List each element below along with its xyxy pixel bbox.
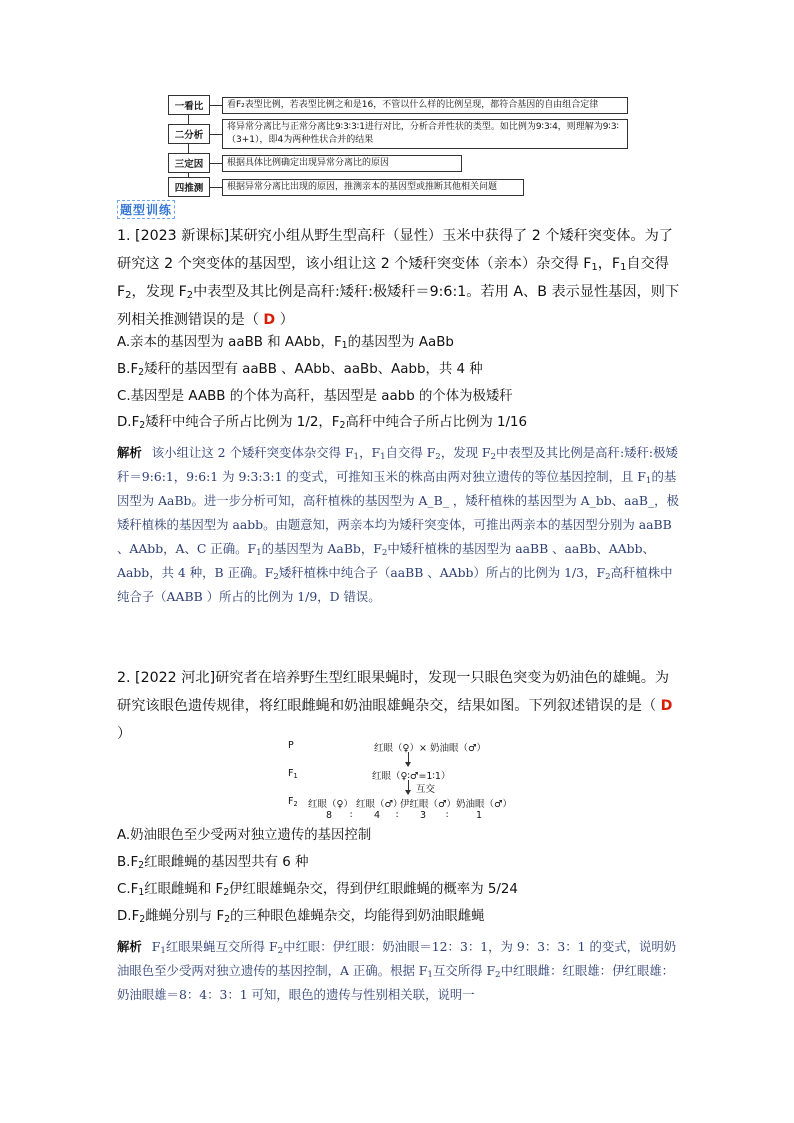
- cross-f2-item: 红眼（♀）: [308, 799, 353, 810]
- ratio-value: 3: [420, 810, 427, 821]
- step-2: [168, 119, 628, 149]
- method-steps: [168, 95, 628, 201]
- question-2-stem: 2. [2022 河北]研究者在培养野生型红眼果蝇时，发现一只眼色突变为奶油色的雄蝇。为研究该眼色遗传规律，将红眼雌蝇和奶油眼雄蝇杂交，结果如图。下列叙述错误的是（ D ）: [117, 670, 673, 742]
- ratio-value: 4: [374, 810, 381, 821]
- cross-f1-label: $F_1$: [288, 768, 298, 780]
- cross-f2-label: $F_2$: [288, 796, 298, 808]
- step-text: 看F₂表型比例，若表型比例之和是16，不管以什么样的比例呈现，都符合基因的自由组合定律: [222, 97, 628, 114]
- q1-explanation: 解析 该小组让这 2 个矮秆突变体杂交得 $F_1$，$F_1$自交得 $F_2$，发现 $F_2$中表型及其比例是高秆:矮秆:极矮秆＝9:6:1，9:6:1 为 9:3:3:1 的变式，可推知玉米的株高由两对独立遗传的等位基因控制，且 $F_1$的基因型为 AaBb。进一步分析可知，高秆植株的基因型为 A_B_ ，矮秆植株的基因型为 A_bb、aaB_，极矮秆植株的基因型为 aabb。由题意知，两亲本均为矮秆突变体，可推出两亲本的基因型分别为 aaBB 、AAbb，A、C 正确。$F_1$的基因型为 AaBb，$F_2$中矮秆植株的基因型为 aaBB 、aaBb、AAbb、Aabb，共 4 种，B 正确。$F_2$矮秆植株中纯合子（aaBB 、AAbb）所占的比例为 1/3，$F_2$高秆植株中纯合子（AABB ）所占的比例为 1/9，D 错误。: [117, 445, 679, 604]
- cross-diagram: [284, 738, 524, 822]
- step-4: [168, 177, 628, 197]
- ratio-sep: ∶: [350, 810, 353, 821]
- q1-option-a: A.亲本的基因型为 aaBB 和 AAbb，$F_1$的基因型为 AaBb: [117, 335, 454, 351]
- q2-option-a: A.奶油眼色至少受两对独立遗传的基因控制: [117, 828, 372, 843]
- q2-option-d: $D.F_2$雌蝇分别与 $F_2$的三种眼色雄蝇杂交，均能得到奶油眼雌蝇: [117, 909, 485, 925]
- cross-hujiao: 互交: [416, 784, 436, 795]
- ratio-value: 1: [476, 810, 483, 821]
- answer-letter: D: [263, 312, 276, 328]
- q2-option-c: $C.F_1$红眼雌蝇和 $F_2$伊红眼雄蝇杂交，得到伊红眼雌蝇的概率为 5/24: [117, 882, 518, 898]
- ratio-value: 8: [326, 810, 333, 821]
- step-text: 根据异常分离比出现的原因，推测亲本的基因型或推断其他相关问题: [222, 179, 524, 196]
- cross-p-text: 红眼（♀）× 奶油眼（♂）: [374, 743, 486, 754]
- cross-f2-item: 红眼（♂）: [356, 799, 403, 810]
- section-tag: 题型训练: [117, 200, 175, 219]
- q1-option-c: C.基因型是 AABB 的个体为高秆，基因型是 aabb 的个体为极矮秆: [117, 389, 513, 404]
- question-1-stem: 1. [2023 新课标]某研究小组从野生型高秆（显性）玉米中获得了 2 个矮秆突变体。为了研究这 2 个突变体的基因型，该小组让这 2 个矮秆突变体（亲本）杂交得 $F_1$，$F_1$自交得 $F_2$，发现 $F_2$中表型及其比例是高秆:矮秆:极矮秆＝9:6:1。若用 A、B 表示显性基因，则下列相关推测错误的是（ D ）: [117, 228, 680, 328]
- q2-option-b: $B.F_2$红眼雌蝇的基因型共有 6 种: [117, 855, 309, 871]
- step-label: 三定因: [168, 153, 210, 173]
- answer-letter: D: [660, 698, 673, 714]
- ratio-sep: ∶: [446, 810, 449, 821]
- arrow-down-icon: [408, 780, 409, 794]
- step-text: 根据具体比例确定出现异常分离比的原因: [222, 155, 462, 172]
- cross-p-label: P: [288, 740, 294, 751]
- step-label: 二分析: [168, 124, 210, 144]
- step-label: 四推测: [168, 177, 210, 197]
- step-1: [168, 95, 628, 115]
- cross-f1-text: 红眼（♀∶♂=1∶1）: [372, 771, 451, 782]
- cross-f2-item: 奶油眼（♂）: [456, 799, 513, 810]
- step-3: [168, 153, 628, 173]
- arrow-down-icon: [408, 752, 409, 766]
- q2-explanation: 解析 $F_1$红眼果蝇互交所得 $F_2$中红眼：伊红眼：奶油眼＝12：3：1，为 9：3：3：1 的变式，说明奶油眼色至少受两对独立遗传的基因控制，A 正确。根据 $F_1$互交所得 $F_2$中红眼雌：红眼雄：伊红眼雄：奶油眼雄＝8：4：3：1 可知，眼色的遗传与性别相关联，说明一: [117, 939, 677, 1002]
- q1-option-d: $D.F_2$矮秆中纯合子所占比例为 1/2，$F_2$高秆中纯合子所占比例为 1/16: [117, 415, 528, 431]
- q1-option-b: $B.F_2$矮秆的基因型有 aaBB 、AAbb、aaBb、Aabb，共 4 种: [117, 362, 483, 378]
- cross-f2-item: 伊红眼（♂）: [400, 799, 457, 810]
- step-text: 将异常分离比与正常分离比9∶3∶3∶1进行对比，分析合并性状的类型。如比例为9∶3∶4，则理解为9∶3∶（3+1），即4为两种性状合并的结果: [222, 119, 628, 149]
- ratio-sep: ∶: [396, 810, 399, 821]
- step-label: 一看比: [168, 95, 210, 115]
